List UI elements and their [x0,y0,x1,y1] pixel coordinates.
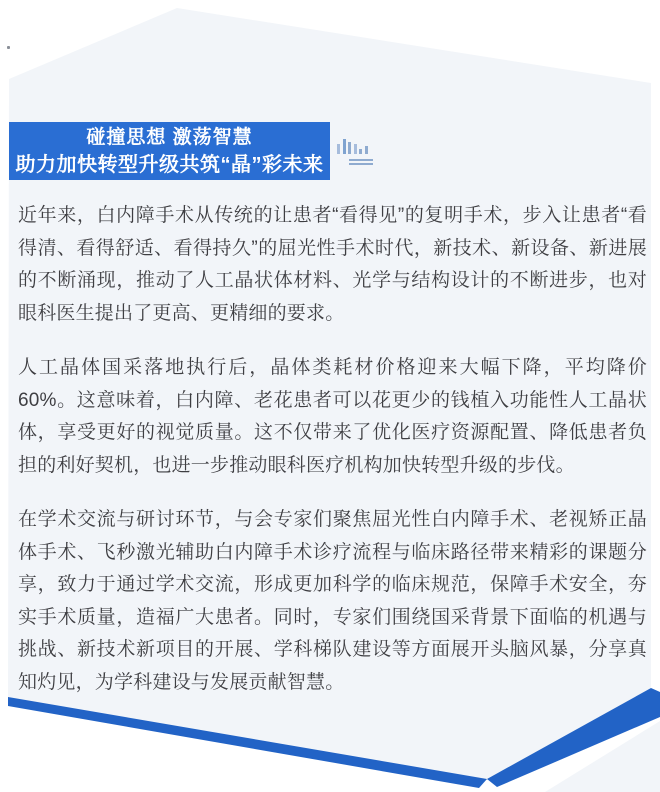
tiny-dot-mark [7,46,10,49]
article-body [18,200,647,721]
title-banner [9,122,330,180]
bar-chart-icon [337,139,373,165]
bar-chart-bar [354,144,357,154]
bar-chart-bars [337,139,373,154]
bar-chart-underline [349,159,373,161]
banner-title-line2: 助力加快转型升级共筑“晶”彩未来 [15,153,324,176]
bar-chart-bar [348,142,351,154]
article-paragraph-2: 人工晶体国采落地执行后，晶体类耗材价格迎来大幅下降，平均降价60%。这意味着，白内障、老花患者可以花更少的钱植入功能性人工晶状体，享受更好的视觉质量。这不仅带来了优化医疗资源配置、降低患者负担的利好契机，也进一步推动眼科医疗机构加快转型升级的步伐。 [18,357,647,476]
bar-chart-underlines [349,159,373,165]
bar-chart-bar [359,149,362,154]
article-paragraph-1: 近年来，白内障手术从传统的让患者“看得见”的复明手术，步入让患者“看得清、看得舒适、看得持久”的屈光性手术时代，新技术、新设备、新进展的不断涌现，推动了人工晶状体材料、光学与结构设计的不断进步，也对眼科医生提出了更高、更精细的要求。 [18,205,647,324]
article-paragraph-3: 在学术交流与研讨环节，与会专家们聚焦屈光性白内障手术、老视矫正晶体手术、飞秒激光辅助白内障手术诊疗流程与临床路径带来精彩的课题分享，致力于通过学术交流，形成更加科学的临床规范，保障手术安全，夯实手术质量，造福广大患者。同时，专家们围绕国采背景下面临的机遇与挑战、新技术新项目的开展、学科梯队建设等方面展开头脑风暴，分享真知灼见，为学科建设与发展贡献智慧。 [18,509,647,693]
bar-chart-bar [343,139,346,154]
bar-chart-bar [337,144,340,154]
banner-title-line1: 碰撞思想 激荡智慧 [86,126,253,148]
bar-chart-underline [349,163,373,165]
bar-chart-bar [365,146,368,154]
